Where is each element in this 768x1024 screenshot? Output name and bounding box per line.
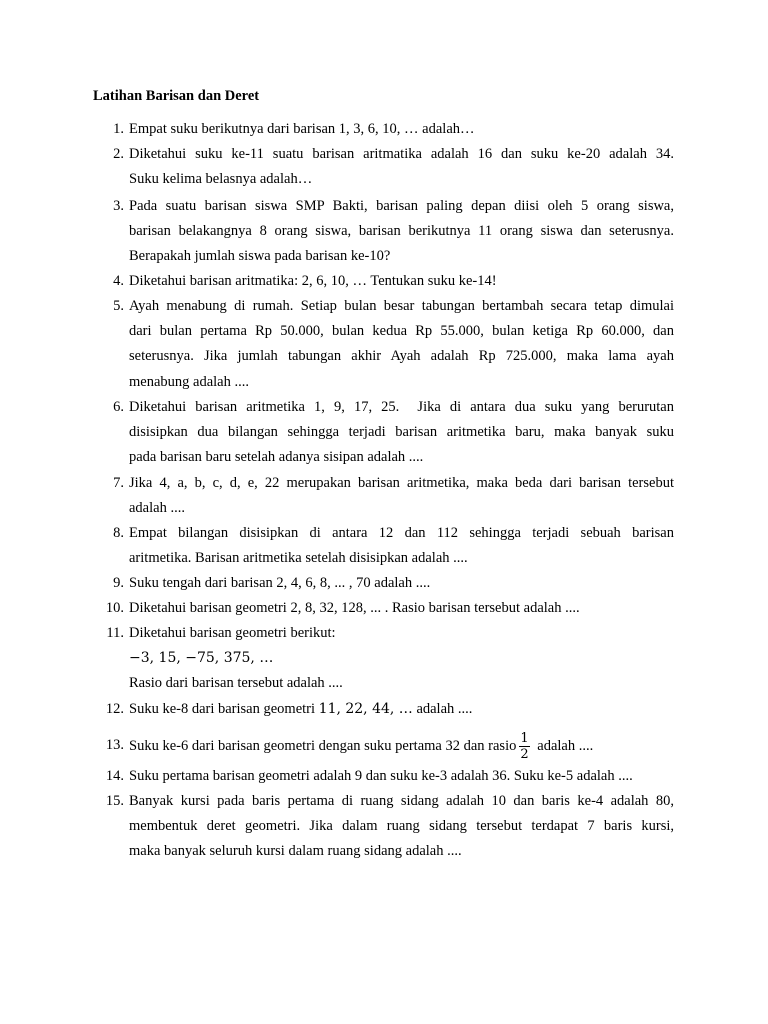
item-text — [129, 571, 674, 596]
item-line: maka banyak seluruh kursi dalam ruang sidang adalah .... — [129, 843, 462, 860]
item-line: Suku pertama barisan geometri adalah 9 dan suku ke-3 adalah 36. Suku ke-5 adalah .... — [129, 768, 633, 784]
item-number: 6. — [113, 399, 124, 415]
item-text — [129, 621, 674, 697]
item-line: aritmetika. Barisan aritmetika setelah disisipkan adalah .... — [129, 550, 468, 567]
item-line: Ayah menabung di rumah. Setiap bulan besar tabungan bertambah secara tetap dimulai — [129, 298, 674, 314]
item-line: Suku tengah dari barisan 2, 4, 6, 8, ... , 70 adalah .... — [129, 575, 431, 591]
math-sequence: −3, 15, −75, 375, … — [129, 650, 274, 667]
item-text — [129, 142, 674, 192]
item-number: 1. — [113, 121, 124, 137]
item-line: Diketahui barisan geometri berikut: — [129, 625, 336, 641]
item-line: Rasio dari barisan tersebut adalah .... — [129, 675, 343, 692]
item-number: 8. — [113, 525, 124, 541]
item-line: Diketahui barisan geometri 2, 8, 32, 128, ... . Rasio barisan tersebut adalah .... — [129, 600, 580, 616]
item-line: seterusnya. Jika jumlah tabungan akhir Ayah adalah Rp 725.000, maka lama ayah — [129, 348, 674, 365]
item-line: Pada suatu barisan siswa SMP Bakti, barisan paling depan diisi oleh 5 orang siswa, — [129, 198, 674, 214]
item-line: dari bulan pertama Rp 50.000, bulan kedua Rp 55.000, bulan ketiga Rp 60.000, dan — [129, 323, 674, 340]
item-text — [129, 789, 674, 865]
item-line: Berapakah jumlah siswa pada barisan ke-10? — [129, 248, 391, 265]
fraction — [519, 731, 529, 762]
item-text — [129, 764, 674, 789]
item-line: adalah .... — [129, 500, 185, 517]
item-text — [129, 194, 674, 270]
item-line: membentuk deret geometri. Jika dalam ruang sidang tersebut terdapat 7 baris kursi, — [129, 818, 674, 835]
item-number: 13. — [105, 737, 124, 753]
item-line: Suku kelima belasnya adalah… — [129, 171, 313, 188]
item-text-after: adalah .... — [416, 701, 473, 717]
item-number: 5. — [113, 298, 124, 314]
item-line: Banyak kursi pada baris pertama di ruang sidang adalah 10 dan baris ke-4 adalah 80, — [129, 793, 674, 809]
item-text — [129, 395, 674, 471]
item-number: 14. — [105, 768, 124, 784]
item-line: Diketahui suku ke-11 suatu barisan aritmatika adalah 16 dan suku ke-20 adalah 34. — [129, 146, 674, 162]
item-text-before: Suku ke-6 dari barisan geometri dengan suku pertama 32 dan rasio — [129, 738, 517, 754]
item-line: Diketahui barisan aritmatika: 2, 6, 10, … Tentukan suku ke-14! — [129, 273, 497, 289]
item-number: 10. — [105, 600, 124, 616]
math-sequence: 11, 22, 44, … — [318, 701, 413, 717]
item-text — [129, 521, 674, 571]
item-line: Diketahui barisan aritmetika 1, 9, 17, 25. Jika di antara dua suku yang berurutan — [129, 399, 674, 415]
item-text — [129, 724, 674, 768]
item-line: barisan belakangnya 8 orang siswa, barisan berikutnya 11 orang siswa dan seterusnya. — [129, 223, 674, 240]
item-line: Empat suku berikutnya dari barisan 1, 3, 6, 10, … adalah… — [129, 121, 475, 137]
item-number: 7. — [113, 475, 124, 491]
item-number: 11. — [106, 625, 124, 641]
item-line — [129, 724, 674, 768]
item-number: 9. — [113, 575, 124, 591]
item-text — [129, 471, 674, 521]
item-line: disisipkan dua bilangan sehingga terjadi barisan aritmetika baru, maka banyak suku — [129, 424, 674, 441]
item-line — [129, 697, 674, 722]
item-number: 3. — [113, 198, 124, 214]
item-text-after: adalah .... — [537, 738, 594, 754]
item-line: menabung adalah .... — [129, 373, 249, 390]
fraction-numerator: 1 — [520, 731, 529, 747]
item-line: pada barisan baru setelah adanya sisipan adalah .... — [129, 449, 424, 466]
item-line: Jika 4, a, b, c, d, e, 22 merupakan barisan aritmetika, maka beda dari barisan tersebut — [129, 475, 674, 491]
item-number: 2. — [113, 146, 124, 162]
item-number: 4. — [113, 273, 124, 289]
item-text — [129, 596, 674, 621]
item-number: 15. — [105, 793, 124, 809]
fraction-denominator: 2 — [520, 747, 529, 763]
item-text — [129, 269, 674, 294]
item-text — [129, 697, 674, 722]
item-text — [129, 294, 674, 395]
item-text-before: Suku ke-8 dari barisan geometri — [129, 701, 316, 717]
item-number: 12. — [105, 701, 124, 717]
item-line: Empat bilangan disisipkan di antara 12 dan 112 sehingga terjadi sebuah barisan — [129, 525, 674, 541]
page-title: Latihan Barisan dan Deret — [93, 88, 260, 104]
item-text — [129, 117, 674, 142]
